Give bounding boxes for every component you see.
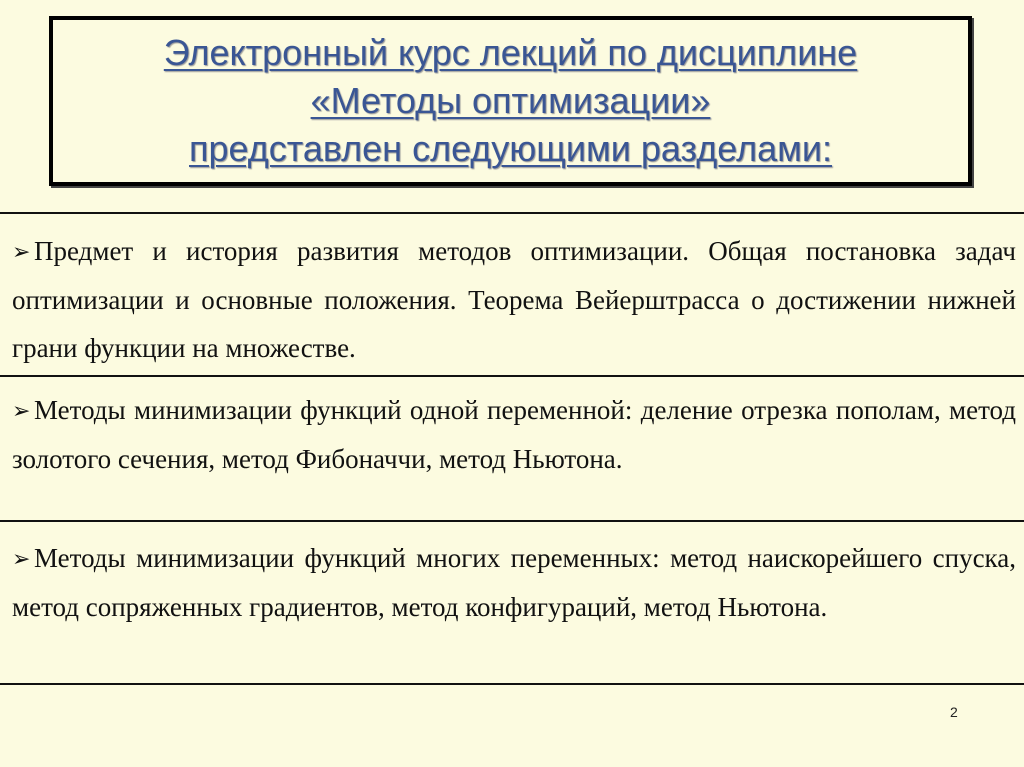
section-text: Методы минимизации функций многих переменных: метод наискорейшего спуска, метод сопряженных градиентов, метод конфигураций, метод Ньютона. (12, 543, 1016, 622)
title-line-1: Электронный курс лекций по дисциплине (163, 32, 858, 73)
title-line-2: «Методы оптимизации» (310, 80, 711, 121)
arrow-bullet-icon: ➢ (12, 398, 31, 423)
title-line-3: представлен следующими разделами: (189, 128, 832, 169)
section-1 (0, 227, 1024, 372)
section-text: Методы минимизации функций одной переменной: деление отрезка пополам, метод золотого сечения, метод Фибоначчи, метод Ньютона. (12, 395, 1016, 474)
divider (0, 683, 1024, 685)
page-number: 2 (950, 704, 958, 720)
title-box (49, 16, 972, 186)
section-text: Предмет и история развития методов оптимизации. Общая постановка задач оптимизации и основные положения. Теорема Вейерштрасса о достижении нижней грани функции на множестве. (12, 236, 1016, 363)
divider (0, 520, 1024, 522)
section-3 (0, 534, 1024, 631)
arrow-bullet-icon: ➢ (12, 546, 31, 571)
arrow-bullet-icon: ➢ (12, 239, 31, 264)
divider (0, 212, 1024, 214)
section-2 (0, 386, 1024, 483)
divider (0, 375, 1024, 377)
